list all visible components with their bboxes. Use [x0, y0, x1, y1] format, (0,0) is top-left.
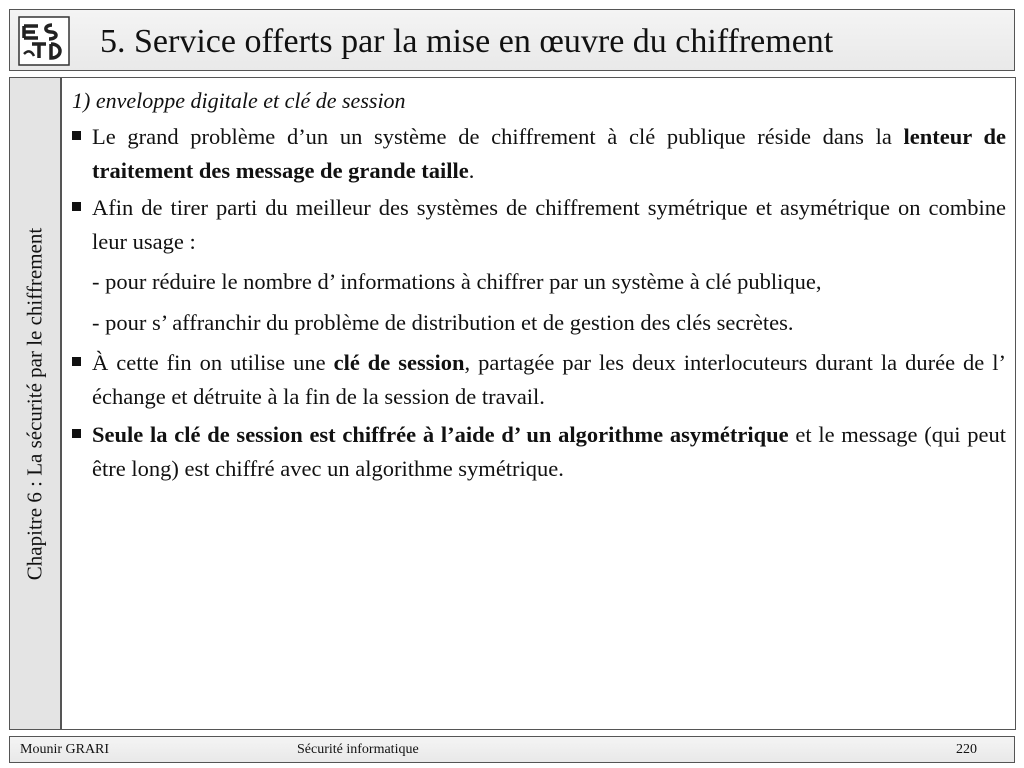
slide-footer — [9, 736, 1015, 763]
bullet-item: Afin de tirer parti du meilleur des systèmes de chiffrement symétrique et asymétrique on combine leur usage : — [72, 191, 1006, 258]
page-title: 5. Service offerts par la mise en œuvre du chiffrement — [100, 23, 834, 60]
square-bullet-icon — [72, 131, 81, 140]
chapter-sidebar — [9, 77, 61, 730]
slide-content — [61, 77, 1016, 730]
sub-item: - pour réduire le nombre d’ informations à chiffrer par un système à clé publique, — [92, 269, 822, 294]
footer-course: Sécurité informatique — [297, 742, 419, 757]
bullet-item: À cette fin on utilise une clé de session, partagée par les deux interlocuteurs durant la durée de l’ échange et détruite à la fin de la session de travail. — [72, 346, 1006, 413]
estd-logo-icon — [18, 16, 70, 66]
square-bullet-icon — [72, 202, 81, 211]
bullet-item: Seule la clé de session est chiffrée à l’aide d’ un algorithme asymétrique et le message (qui peut être long) est chiffré avec un algorithme symétrique. — [72, 418, 1006, 485]
page-number: 220 — [956, 742, 977, 757]
sub-item: - pour s’ affranchir du problème de distribution et de gestion des clés secrètes. — [92, 309, 794, 335]
bullet-item: Le grand problème d’un un système de chiffrement à clé publique réside dans la lenteur de traitement des message de grande taille. — [72, 120, 1006, 187]
square-bullet-icon — [72, 357, 81, 366]
section-subtitle: 1) enveloppe digitale et clé de session — [72, 88, 406, 113]
slide-header — [9, 9, 1015, 71]
footer-author: Mounir GRARI — [20, 742, 110, 757]
chapter-label: Chapitre 6 : La sécurité par le chiffrement — [22, 227, 47, 580]
square-bullet-icon — [72, 429, 81, 438]
content-body — [72, 84, 1006, 489]
